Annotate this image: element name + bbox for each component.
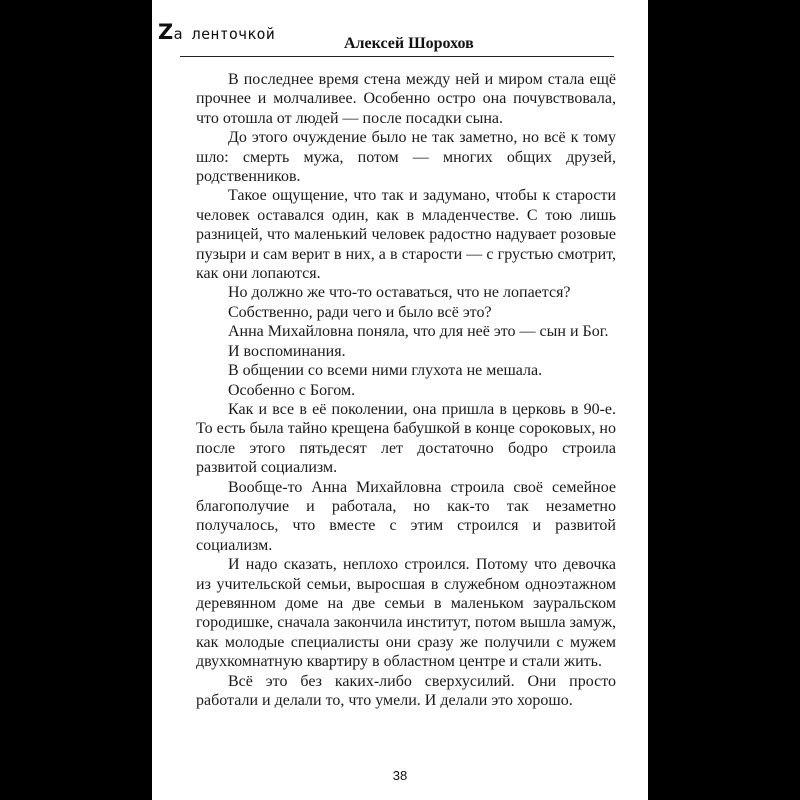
paragraph: До этого очуждение было не так заметно, но всё к тому шло: смерть мужа, потом — многих общих друзей, родственников.	[196, 129, 616, 186]
paragraph: Как и все в её поколении, она пришла в церковь в 90-е. То есть была тайно крещена бабушкой в конце сороковых, но после этого пятьдесят лет достаточно бодро строила развитой социализм.	[196, 400, 616, 477]
paragraph: В общении со всеми ними глухота не мешала.	[228, 362, 543, 380]
author-name: Алексей Шорохов	[344, 35, 474, 52]
paragraph: Такое ощущение, что так и задумано, чтобы к старости человек оставался один, как в младенчестве. С тою лишь разницей, что маленький человек радостно надувает розовые пузыри и сам верит в них, а в старости — с грустью смотрит, как они лопаются.	[196, 187, 616, 283]
scan-border-right	[648, 0, 800, 800]
paragraph: И надо сказать, неплохо строился. Потому что девочка из учительской семьи, выросшая в служебном одноэтажном деревянном доме на две семьи в маленьком зауральском городишке, сначала закончила институт, потом вышла замуж, как молодые специалисты они сразу же получили с мужем двухкомнатную квартиру в областном центре и стали жить.	[196, 556, 616, 671]
paragraph: Анна Михайловна поняла, что для неё это — сын и Бог.	[228, 323, 609, 341]
header-rule	[180, 56, 614, 57]
body-text	[196, 70, 616, 710]
paragraph: Вообще-то Анна Михайловна строила своё семейное благополучие и работала, но как-то так незаметно получалось, что вместе с этим строился и развитой социализм.	[196, 478, 616, 554]
scan-border-left	[0, 0, 152, 800]
paragraph: Всё это без каких-либо сверхусилий. Они просто работали и делали то, что умели. И делали это хорошо.	[196, 672, 616, 709]
paragraph: И воспоминания.	[228, 342, 346, 360]
paragraph: Но должно же что-то оставаться, что не лопается?	[228, 284, 571, 302]
series-title-rest: а ленточкой	[173, 25, 275, 43]
paragraph: В последнее время стена между ней и миром стала ещё прочнее и молчаливее. Особенно остро она почувствовала, что отошла от людей — после посадки сына.	[196, 71, 616, 127]
series-title	[158, 20, 275, 44]
paragraph: Особенно с Богом.	[228, 381, 356, 399]
series-title-initial: Z	[158, 20, 174, 44]
paragraph: Собственно, ради чего и было всё это?	[228, 303, 492, 321]
book-page	[152, 0, 648, 800]
page-number: 38	[392, 768, 408, 783]
